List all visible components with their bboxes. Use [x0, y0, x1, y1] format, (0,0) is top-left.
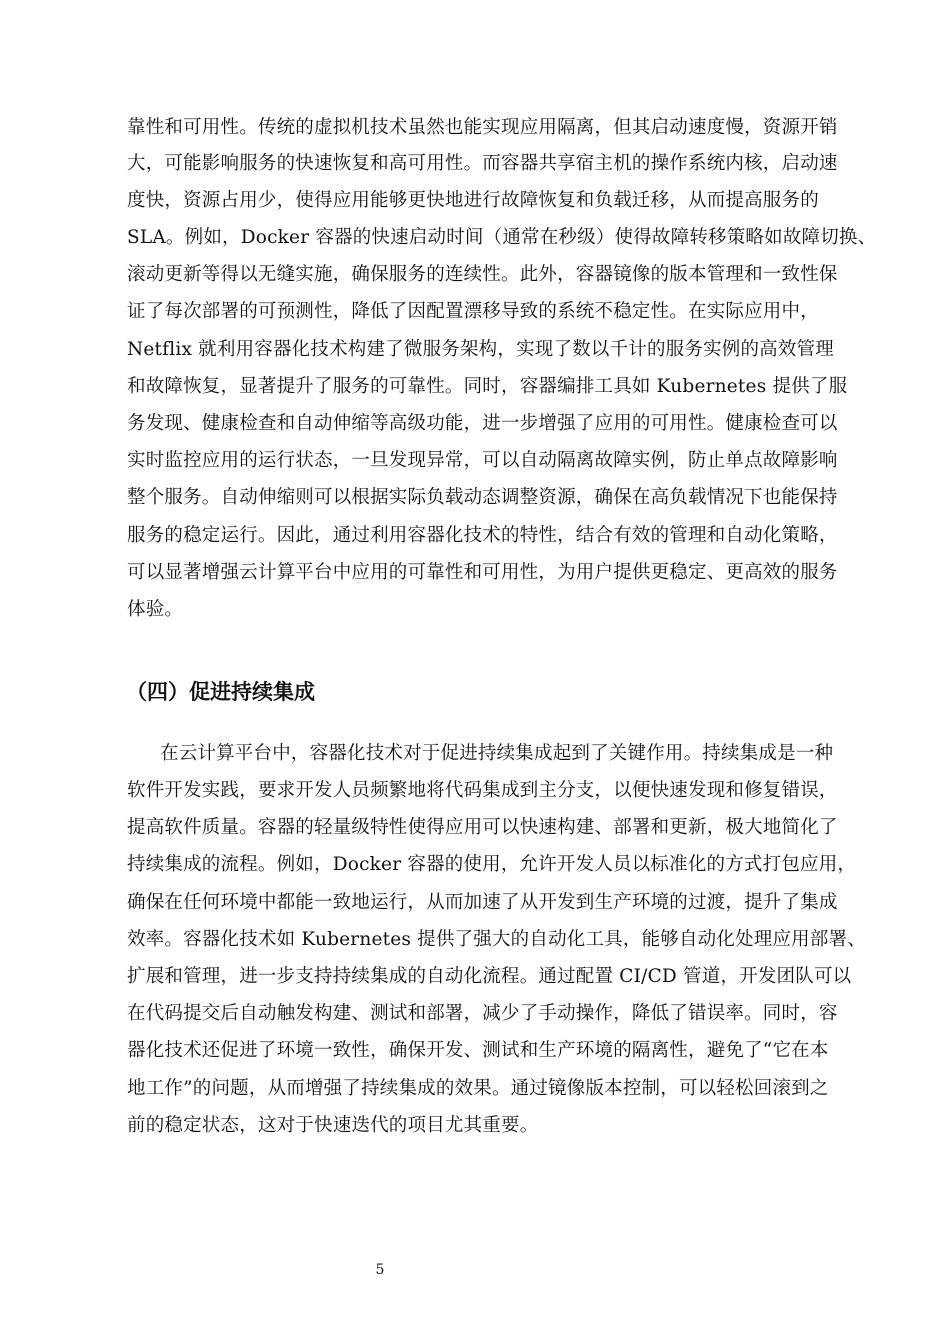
paragraph-line: 持续集成的流程。例如，Docker 容器的使用，允许开发人员以标准化的方式打包应用，: [127, 854, 857, 875]
paragraph-line: 滚动更新等得以无缝实施，确保服务的连续性。此外，容器镜像的版本管理和一致性保: [127, 264, 838, 285]
paragraph-line: 在代码提交后自动触发构建、测试和部署，减少了手动操作，降低了错误率。同时，容: [127, 1003, 838, 1024]
paragraph-line: 整个服务。自动伸缩则可以根据实际负载动态调整资源，确保在高负载情况下也能保持: [127, 487, 838, 508]
paragraph-line: 证了每次部署的可预测性，降低了因配置漂移导致的系统不稳定性。在实际应用中，: [127, 301, 819, 322]
section-heading: （四）促进持续集成: [126, 680, 315, 704]
paragraph-line: 和故障恢复，显著提升了服务的可靠性。同时，容器编排工具如 Kubernetes 提供了服: [127, 376, 848, 397]
paragraph-line: SLA。例如，Docker 容器的快速启动时间（通常在秒级）使得故障转移策略如故障切换、: [127, 227, 877, 248]
paragraph-line: 前的稳定状态，这对于快速迭代的项目尤其重要。: [127, 1115, 539, 1136]
paragraph-line: 确保在任何环境中都能一致地运行，从而加速了从开发到生产环境的过渡，提升了集成: [127, 892, 838, 913]
page-number: 5: [375, 1262, 385, 1278]
paragraph-line: 务发现、健康检查和自动伸缩等高级功能，进一步增强了应用的可用性。健康检查可以: [127, 413, 838, 434]
paragraph-line: 软件开发实践，要求开发人员频繁地将代码集成到主分支，以便快速发现和修复错误，: [127, 780, 838, 801]
paragraph-line: 地工作”的问题，从而增强了持续集成的效果。通过镜像版本控制，可以轻松回滚到之: [127, 1078, 829, 1099]
paragraph-line: 扩展和管理，进一步支持持续集成的自动化流程。通过配置 CI/CD 管道，开发团队可以: [127, 966, 852, 987]
paragraph-line: 度快，资源占用少，使得应用能够更快地进行故障恢复和负载迁移，从而提高服务的: [127, 190, 819, 211]
paragraph-line: 体验。: [127, 599, 184, 620]
paragraph-line: 可以显著增强云计算平台中应用的可靠性和可用性，为用户提供更稳定、更高效的服务: [127, 562, 838, 583]
paragraph-line: 提高软件质量。容器的轻量级特性使得应用可以快速构建、部署和更新，极大地简化了: [127, 817, 838, 838]
paragraph-line: 效率。容器化技术如 Kubernetes 提供了强大的自动化工具，能够自动化处理应用部署、: [127, 929, 866, 950]
paragraph-line: 器化技术还促进了环境一致性，确保开发、测试和生产环境的隔离性，避免了“它在本: [127, 1040, 829, 1061]
paragraph-line: 在云计算平台中，容器化技术对于促进持续集成起到了关键作用。持续集成是一种: [160, 743, 834, 764]
paragraph-line: 服务的稳定运行。因此，通过利用容器化技术的特性，结合有效的管理和自动化策略，: [127, 525, 838, 546]
paragraph-line: Netflix 就利用容器化技术构建了微服务架构，实现了数以千计的服务实例的高效管理: [127, 339, 834, 360]
paragraph-line: 靠性和可用性。传统的虚拟机技术虽然也能实现应用隔离，但其启动速度慢，资源开销: [127, 117, 838, 138]
paragraph-line: 实时监控应用的运行状态，一旦发现异常，可以自动隔离故障实例，防止单点故障影响: [127, 450, 838, 471]
paragraph-line: 大，可能影响服务的快速恢复和高可用性。而容器共享宿主机的操作系统内核，启动速: [127, 153, 838, 174]
